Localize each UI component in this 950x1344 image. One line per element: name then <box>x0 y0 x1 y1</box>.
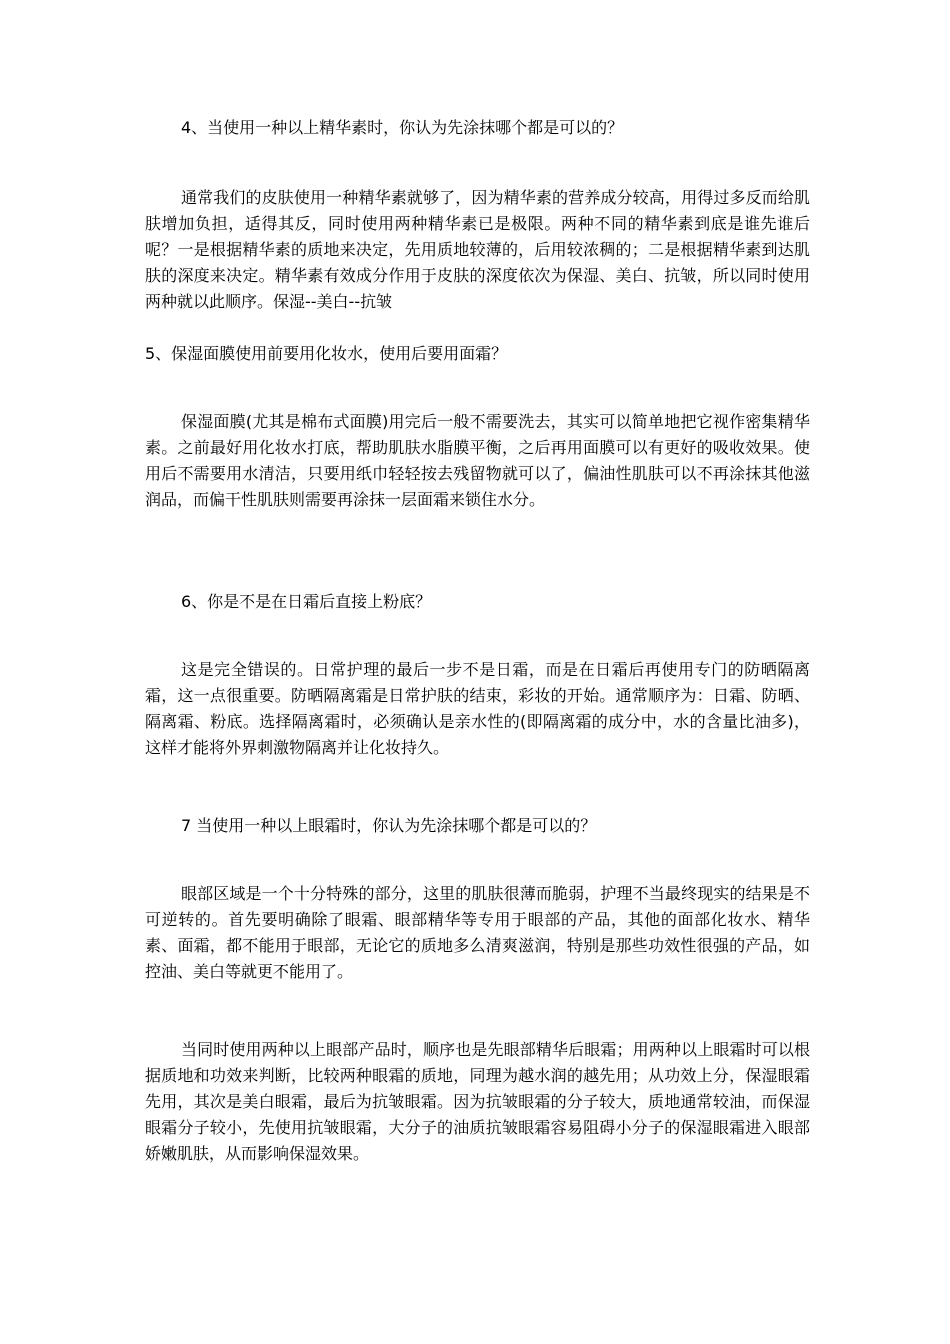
question-6-heading: 6、你是不是在日霜后直接上粉底？ <box>181 592 432 611</box>
question-7-heading: 7 当使用一种以上眼霜时，你认为先涂抹哪个都是可以的？ <box>181 816 597 835</box>
answer-7-paragraph-1: 眼部区域是一个十分特殊的部分，这里的肌肤很薄而脆弱，护理不当最终现实的结果是不可逆转的。首先要明确除了眼霜、眼部精华等专用于眼部的产品，其他的面部化妆水、精华素、面霜，都不能用于眼部，无论它的质地多么清爽滋润，特别是那些功效性很强的产品，如控油、美白等就更不能用了。 <box>145 884 810 981</box>
answer-7-paragraph-2: 当同时使用两种以上眼部产品时，顺序也是先眼部精华后眼霜；用两种以上眼霜时可以根据质地和功效来判断，比较两种眼霜的质地，同理为越水润的越先用；从功效上分，保湿眼霜先用，其次是美白眼霜，最后为抗皱眼霜。因为抗皱眼霜的分子较大，质地通常较油，而保湿眼霜分子较小，先使用抗皱眼霜，大分子的油质抗皱眼霜容易阻碍小分子的保湿眼霜进入眼部娇嫩肌肤，从而影响保湿效果。 <box>145 1040 810 1163</box>
question-5-heading: 5、保湿面膜使用前要用化妆水，使用后要用面霜？ <box>145 344 508 363</box>
question-4-heading: 4、当使用一种以上精华素时，你认为先涂抹哪个都是可以的？ <box>181 118 624 137</box>
answer-5-text: 保湿面膜(尤其是棉布式面膜)用完后一般不需要洗去，其实可以简单地把它视作密集精华素。之前最好用化妆水打底，帮助肌肤水脂膜平衡，之后再用面膜可以有更好的吸收效果。使用后不需要用水清洁，只要用纸巾轻轻按去残留物就可以了，偏油性肌肤可以不再涂抹其他滋润品，而偏干性肌肤则需要再涂抹一层面霜来锁住水分。 <box>145 412 810 509</box>
answer-4-paragraph: 通常我们的皮肤使用一种精华素就够了，因为精华素的营养成分较高，用得过多反而给肌肤增加负担，适得其反，同时使用两种精华素已是极限。两种不同的精华素到底是谁先谁后呢？一是根据精华素的质地来决定，先用质地较薄的，后用较浓稠的；二是根据精华素到达肌肤的深度来决定。精华素有效成分作用于皮肤的深度依次为保湿、美白、抗皱，所以同时使用两种就以此顺序。保湿--美白--抗皱 <box>145 188 810 311</box>
answer-6-paragraph: 这是完全错误的。日常护理的最后一步不是日霜，而是在日霜后再使用专门的防晒隔离霜，这一点很重要。防晒隔离霜是日常护肤的结束，彩妆的开始。通常顺序为：日霜、防晒、隔离霜、粉底。选择隔离霜时，必须确认是亲水性的(即隔离霜的成分中，水的含量比油多)，这样才能将外界刺激物隔离并让化妆持久。 <box>145 660 810 757</box>
